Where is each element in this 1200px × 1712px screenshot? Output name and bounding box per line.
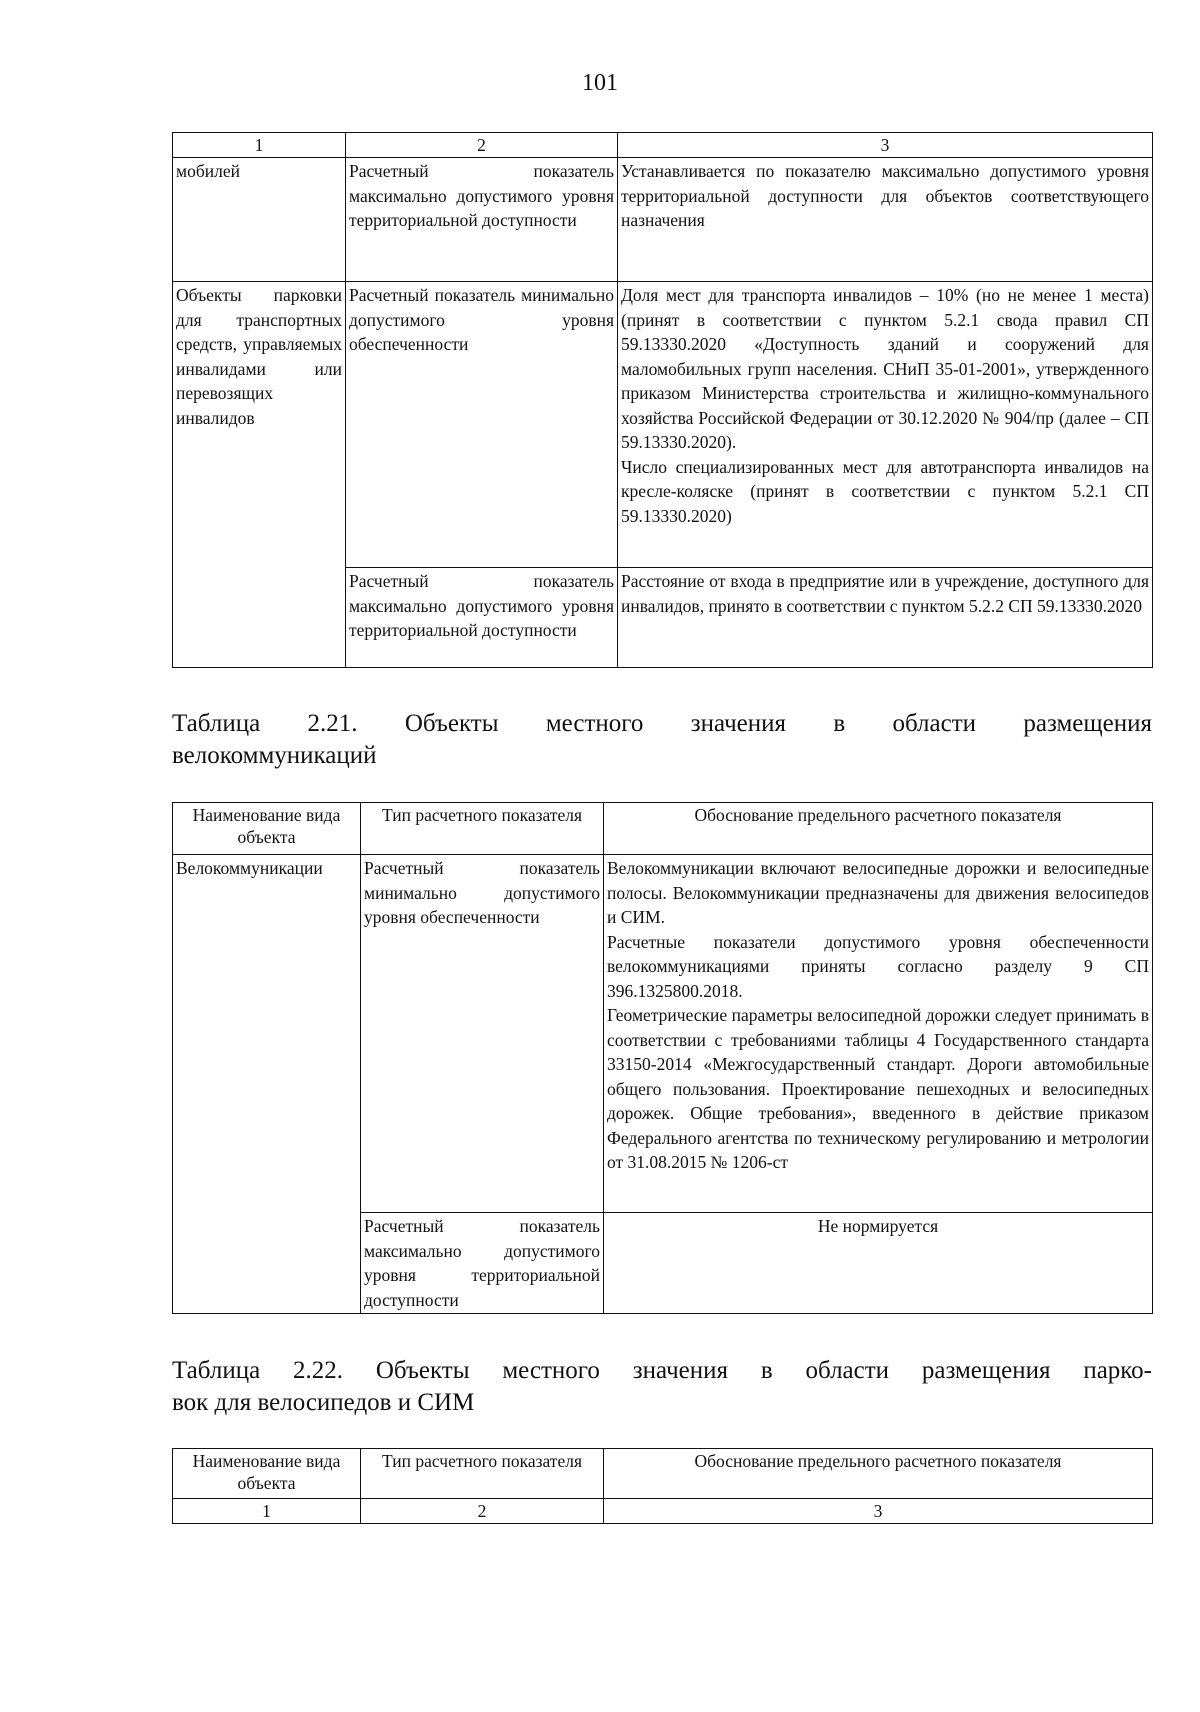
column-number: 3 [604,1499,1153,1524]
justification-cell: Расстояние от входа в предприятие или в учреждение, доступного для инвалидов, принято в соответствии с пунктом 5.2.2 СП 59.13330.2020 [618,568,1153,668]
object-name-cell: Объекты парковки для транспортных средств, управляемых инвалидами или перевозящих инвалидов [173,282,346,668]
table-caption-2-21 [172,708,1152,772]
justification-cell: Не нормируется [604,1213,1153,1314]
table-row [173,282,1153,568]
header-object-name: Наименование вида объекта [173,1449,361,1499]
table-header-row [173,1449,1153,1499]
header-justification: Обоснование предельного расчетного показателя [604,1449,1153,1499]
table-header-row [173,803,1153,855]
justification-paragraph: Геометрические параметры велосипедной дорожки следует принимать в соответствии с требованиями таблицы 4 Государственного стандарта 33150-2014 «Межгосударственный стандарт. Дороги автомобильные общего пользования. Проектирование пешеходных и велосипедных дорожек. Общие требования», введенного в действие приказом Федерального агентства по техническому регулированию и метрологии от 31.08.2015 № 1206-ст [607,1005,1149,1172]
justification-paragraph: Велокоммуникации включают велосипедные дорожки и велосипедные полосы. Велокоммуникации предназначены для движения велосипедов и СИМ. [607,858,1149,927]
column-number: 2 [361,1499,604,1524]
column-number: 1 [173,133,346,158]
indicator-type-cell: Расчетный показатель минимально допустимого уровня обеспеченности [346,282,618,568]
object-name-cell: мобилей [173,158,346,282]
table-parking-continuation [172,132,1153,668]
justification-paragraph: Расчетные показатели допустимого уровня обеспеченности велокоммуникациями приняты согласно разделу 9 СП 396.1325800.2018. [607,931,1149,1001]
caption-line: Таблица 2.21. Объекты местного значения в области размещения [172,710,1152,737]
justification-cell [618,282,1153,568]
column-number: 2 [346,133,618,158]
column-number: 1 [173,1499,361,1524]
header-indicator-type: Тип расчетного показателя [361,803,604,855]
column-number: 3 [618,133,1153,158]
justification-paragraph: Число специализированных мест для автотранспорта инвалидов на кресле-коляске (принят в соответствии с пунктом 5.2.1 СП 59.13330.2020) [621,456,1149,526]
indicator-type-cell: Расчетный показатель максимально допустимого уровня территориальной доступности [346,568,618,668]
caption-line: Таблица 2.22. Объекты местного значения в области размещения парко- [172,1357,1152,1384]
table-2-21 [172,802,1153,1314]
caption-line: вок для велосипедов и СИМ [172,1389,475,1416]
justification-paragraph: Доля мест для транспорта инвалидов – 10% (но не менее 1 места) (принят в соответствии с пунктом 5.2.1 свода правил СП 59.13330.2020 «Доступность зданий и сооружений для маломобильных групп населения. СНиП 35-01-2001», утвержденного приказом Министерства строительства и жилищно-коммунального хозяйства Российской Федерации от 30.12.2020 № 904/пр (далее – СП 59.13330.2020). [621,285,1149,452]
indicator-type-cell: Расчетный показатель максимально допустимого уровня территориальной доступности [346,158,618,282]
table-row [173,158,1153,282]
justification-cell [604,855,1153,1213]
table-number-row [173,1499,1153,1524]
indicator-type-cell: Расчетный показатель максимально допустимого уровня территориальной доступности [361,1213,604,1314]
table-caption-2-22 [172,1355,1152,1419]
table-header-row [173,133,1153,158]
page-number: 101 [582,70,618,96]
header-object-name: Наименование вида объекта [173,803,361,855]
table-2-22 [172,1448,1153,1524]
justification-cell: Устанавливается по показателю максимально допустимого уровня территориальной доступности для объектов соответствующего назначения [618,158,1153,282]
caption-line: велокоммуникаций [172,742,377,769]
indicator-type-cell: Расчетный показатель минимально допустимого уровня обеспеченности [361,855,604,1213]
table-row [173,855,1153,1213]
object-name-cell: Велокоммуникации [173,855,361,1314]
header-indicator-type: Тип расчетного показателя [361,1449,604,1499]
header-justification: Обоснование предельного расчетного показателя [604,803,1153,855]
